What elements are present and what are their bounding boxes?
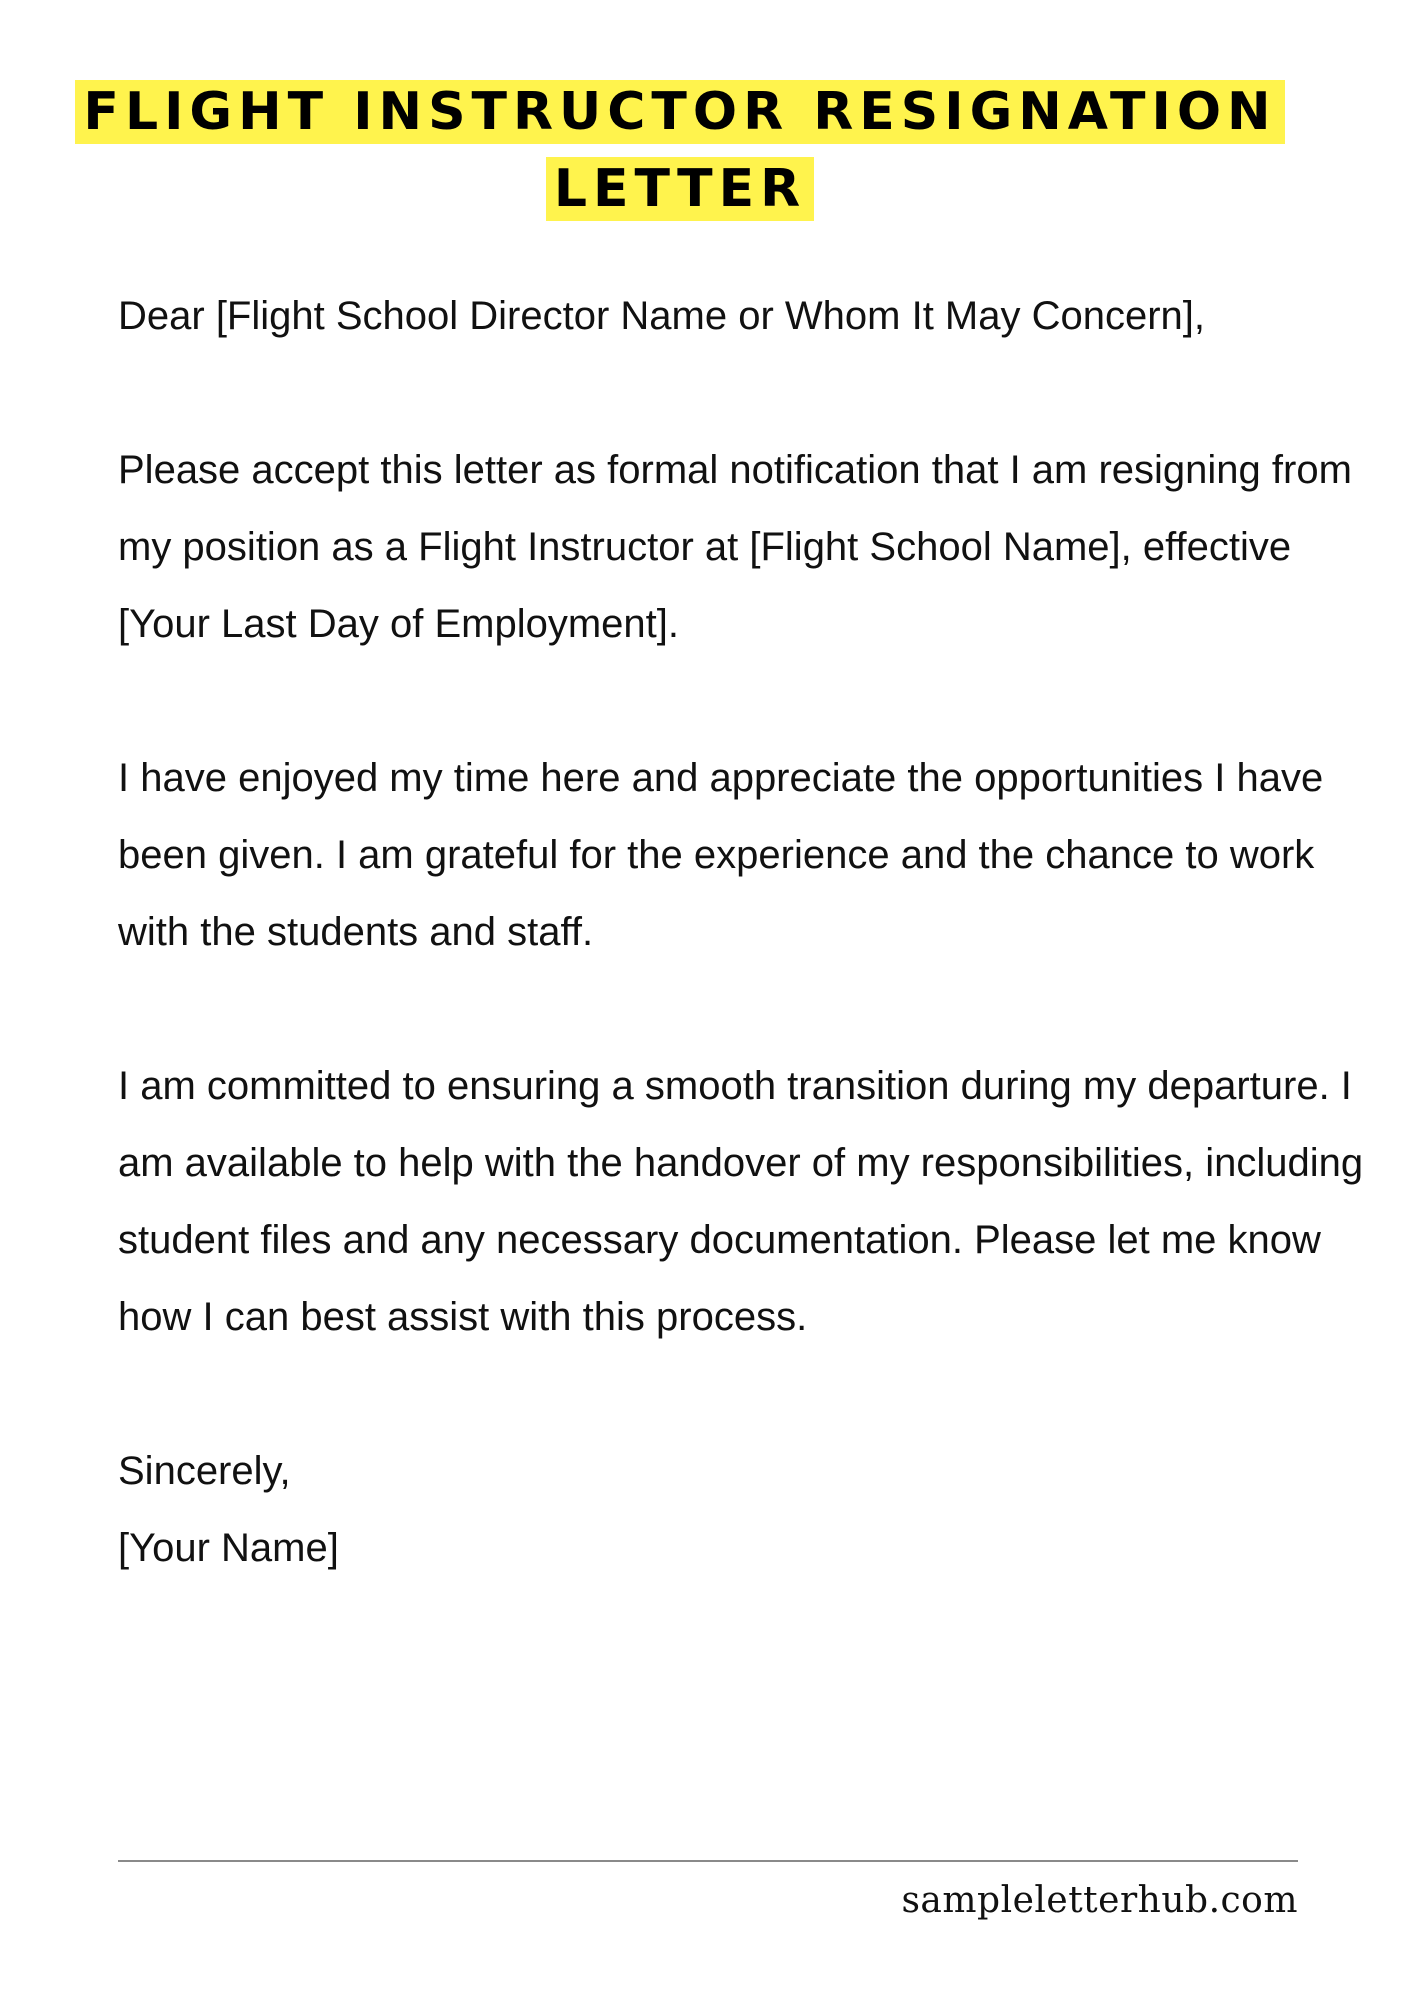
salutation: Dear [Flight School Director Name or Whom It May Concern], xyxy=(118,294,1206,338)
footer-site-name: sampleletterhub.com xyxy=(901,1880,1298,1921)
paragraph-transition: I am committed to ensuring a smooth transition during my departure. I am available to help with the handover of my responsibilities, including student files and any necessary documentation. Please let me know how I can best assist with this process. xyxy=(118,1064,1364,1339)
title-highlight: FLIGHT INSTRUCTOR RESIGNATION LETTER xyxy=(75,80,1284,221)
footer-divider xyxy=(118,1860,1298,1862)
letter-body xyxy=(118,278,1368,1587)
paragraph-gratitude: I have enjoyed my time here and appreciate the opportunities I have been given. I am grateful for the experience and the chance to work with the students and staff. xyxy=(118,756,1324,954)
paragraph-resignation-notice: Please accept this letter as formal notification that I am resigning from my position as a Flight Instructor at [Flight School Name], effective [Your Last Day of Employment]. xyxy=(118,448,1352,646)
closing: Sincerely, xyxy=(118,1449,291,1493)
signature-placeholder: [Your Name] xyxy=(118,1526,339,1570)
letter-title xyxy=(0,74,1360,228)
